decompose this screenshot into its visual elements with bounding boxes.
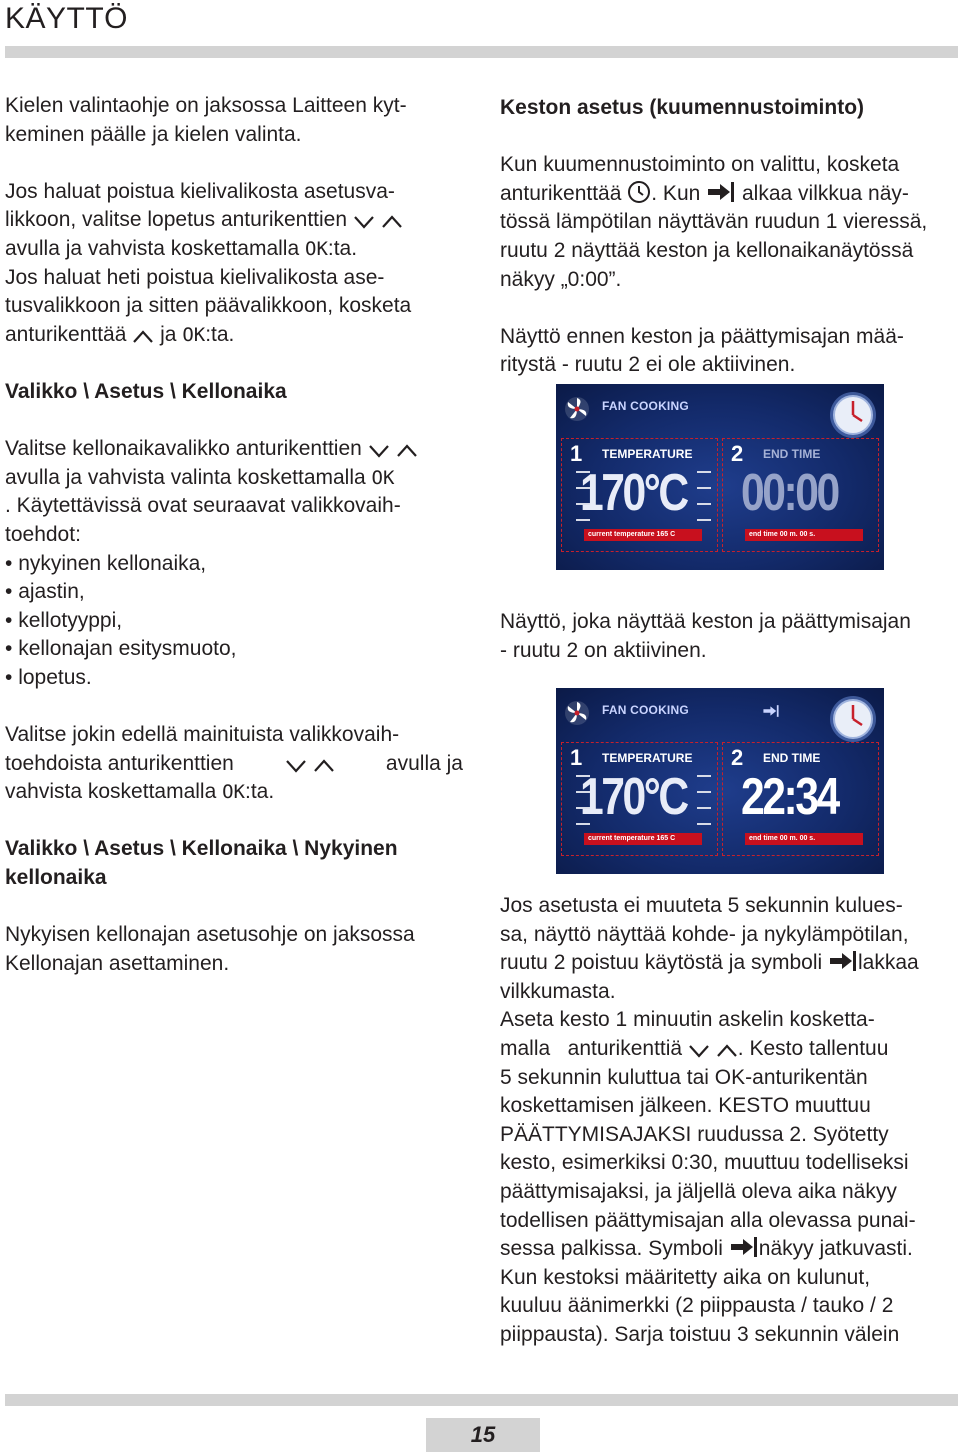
text-fragment: näkyy jatkuvasti.: [758, 1237, 913, 1261]
text-fragment: avulla ja: [385, 751, 463, 775]
text-line: [5, 464, 463, 493]
fan-icon: [564, 396, 590, 422]
text-fragment: anturikenttää: [5, 322, 127, 346]
oven-display-screen: [556, 384, 884, 570]
panel-label: END TIME: [763, 751, 821, 765]
text-line: vilkkumasta.: [500, 979, 616, 1003]
panel-number: 1: [570, 441, 583, 466]
ok-key-label: OK: [305, 237, 328, 260]
text-line: Kielen valintaohje on jaksossa Laitteen kyt-: [5, 94, 407, 117]
text-line: tössä lämpötilan näyttävän ruudun 1 vieressä,: [500, 210, 928, 234]
section-heading: [5, 835, 463, 892]
text-line: 5 sekunnin kuluttua tai OK-anturikentän: [500, 1065, 868, 1089]
chevron-up-icon: [716, 1043, 738, 1059]
text-fragment: ja: [160, 322, 177, 346]
clock-icon: [627, 180, 651, 204]
text-line: [5, 435, 463, 464]
panel-label: TEMPERATURE: [602, 447, 693, 461]
text-line: toehdot:: [5, 522, 81, 546]
paragraph-duration-details: [500, 892, 958, 1350]
chevron-up-icon: [313, 758, 335, 774]
text-line: [500, 180, 958, 209]
current-temperature-bar: current temperature 165 C: [584, 529, 702, 541]
left-column: [5, 92, 463, 978]
text-fragment: toehdoista anturikenttien: [5, 751, 234, 775]
text-line: - ruutu 2 on aktiivinen.: [500, 638, 707, 662]
paragraph-clock-menu: [5, 435, 463, 549]
chevron-down-icon: [353, 214, 375, 230]
panel-number: 2: [731, 441, 744, 466]
panel-number: 2: [731, 745, 744, 770]
text-line: [500, 1035, 958, 1064]
text-line: näkyy „0:00”.: [500, 267, 622, 291]
text-line: ruutu 2 näyttää keston ja kellonaikanäytössä: [500, 238, 914, 262]
text-line: Jos haluat heti poistua kielivalikosta ase-: [5, 265, 385, 289]
text-line: [500, 949, 958, 978]
temperature-panel: [561, 438, 718, 552]
text-fragment: malla anturikenttiä: [500, 1036, 683, 1060]
text-line: PÄÄTTYMISAJAKSI ruudussa 2. Syötetty: [500, 1122, 889, 1146]
text-line: [500, 1235, 958, 1264]
arrow-to-bar-icon: [706, 180, 736, 204]
bullet-list: [5, 550, 463, 693]
chevron-pair: [285, 750, 335, 779]
text-fragment: likkoon, valitse lopetus anturikenttien: [5, 208, 348, 232]
text-line: Kun kuumennustoiminto on valittu, kosketa: [500, 153, 900, 177]
list-item: • kellonajan esitysmuoto,: [5, 635, 463, 664]
text-fragment: avulla ja vahvista koskettamalla: [5, 236, 300, 260]
paragraph-language-info: [5, 92, 463, 149]
arrow-to-bar-icon: [761, 704, 781, 718]
text-fragment: sessa palkissa. Symboli: [500, 1237, 723, 1261]
text-line: Aseta kesto 1 minuutin askelin kosketta-: [500, 1008, 875, 1032]
page-title: KÄYTTÖ: [5, 2, 129, 35]
text-fragment: ruutu 2 poistuu käytöstä ja symboli: [500, 951, 823, 975]
ok-key-label: OK: [182, 323, 206, 346]
end-time-value: 00:00: [741, 464, 838, 522]
list-item: • lopetus.: [5, 664, 463, 693]
temperature-value: 170°C: [580, 464, 687, 522]
text-fragment: Valitse kellonaikavalikko anturikenttien: [5, 437, 362, 461]
header-rule: [5, 46, 958, 58]
section-heading: Keston asetus (kuumennustoiminto): [500, 96, 865, 119]
text-line: Nykyisen kellonajan asetusohje on jaksossa: [5, 923, 415, 947]
oven-display-screen: [556, 688, 884, 874]
text-line: Valitse jokin edellä mainituista valikkovaih-: [5, 723, 400, 747]
list-item: • kellotyyppi,: [5, 607, 463, 636]
paragraph-duration-intro: [500, 151, 958, 294]
text-line: [5, 235, 463, 264]
text-fragment: vahvista koskettamalla: [5, 780, 217, 804]
text-fragment: alkaa vilkkua näy-: [742, 181, 909, 205]
right-column: [500, 94, 958, 380]
fan-icon: [564, 700, 590, 726]
paragraph-exit-main: [5, 264, 463, 350]
page-number: 15: [426, 1418, 540, 1452]
text-line: sa, näyttö näyttää kohde- ja nykylämpötilan,: [500, 922, 909, 946]
panel-label: TEMPERATURE: [602, 751, 693, 765]
temperature-panel: [561, 742, 718, 856]
text-line: Kellonajan asettaminen.: [5, 951, 230, 975]
text-line: päättymisajaksi, ja jäljellä oleva aika näkyy: [500, 1179, 897, 1203]
chevron-down-icon: [688, 1043, 710, 1059]
text-line: Jos asetusta ei muuteta 5 sekunnin kulues-: [500, 894, 903, 917]
chevron-down-icon: [368, 443, 390, 459]
text-fragment: avulla ja vahvista valinta koskettamalla: [5, 465, 366, 489]
text-line: tusvalikkoon ja sitten päävalikkoon, kosketa: [5, 294, 412, 318]
arrow-to-bar-icon: [729, 1235, 759, 1259]
scale-ticks: [697, 775, 711, 839]
text-line: [5, 750, 463, 779]
text-fragment: :ta.: [245, 780, 275, 804]
chevron-up-icon: [132, 329, 154, 345]
arrow-to-bar-icon: [828, 949, 858, 973]
text-line: [5, 778, 463, 807]
paragraph-screen-b-caption: [500, 608, 958, 665]
end-time-panel: [722, 438, 879, 552]
paragraph-current-time: [5, 921, 463, 978]
text-fragment: . Kesto tallentuu: [737, 1036, 889, 1060]
end-time-bar: end time 00 m. 00 s.: [745, 833, 863, 845]
text-fragment: . Kun: [651, 181, 701, 205]
list-item: • nykyinen kellonaika,: [5, 550, 463, 579]
text-line: [5, 321, 463, 350]
panel-label: END TIME: [763, 447, 821, 461]
ok-key-label: OK: [371, 466, 395, 489]
list-item: • ajastin,: [5, 578, 463, 607]
end-time-panel: [722, 742, 879, 856]
cooking-mode-label: FAN COOKING: [602, 399, 689, 413]
paragraph-screen-a-caption: [500, 323, 958, 380]
clock-icon: [828, 390, 878, 440]
paragraph-exit-language: [5, 178, 463, 264]
end-time-bar: end time 00 m. 00 s.: [745, 529, 863, 541]
text-line: ritystä - ruutu 2 ei ole aktiivinen.: [500, 353, 796, 377]
chevron-up-icon: [381, 214, 403, 230]
text-fragment: :ta.: [327, 236, 358, 260]
cooking-mode-label: FAN COOKING: [602, 703, 689, 717]
text-line: . Käytettävissä ovat seuraavat valikkovaih-: [5, 494, 401, 518]
footer-rule: [5, 1394, 958, 1406]
ok-key-label: OK: [222, 781, 245, 804]
text-line: kuuluu äänimerkki (2 piippausta / tauko / 2: [500, 1294, 894, 1318]
clock-icon: [828, 694, 878, 744]
text-line: kellonaika: [5, 866, 107, 890]
temperature-value: 170°C: [580, 768, 687, 826]
end-time-value: 22:34: [741, 768, 838, 826]
paragraph-choose-option: [5, 721, 463, 807]
text-line: [5, 206, 463, 235]
text-line: Jos haluat poistua kielivalikosta asetusva-: [5, 179, 395, 203]
panel-number: 1: [570, 745, 583, 770]
chevron-down-icon: [285, 758, 307, 774]
text-line: piippausta). Sarja toistuu 3 sekunnin välein: [500, 1322, 900, 1346]
text-line: todellisen päättymisajan alla olevassa punai-: [500, 1208, 916, 1232]
current-temperature-bar: current temperature 165 C: [584, 833, 702, 845]
text-fragment: :ta.: [205, 322, 235, 346]
text-line: koskettamisen jälkeen. KESTO muuttuu: [500, 1094, 871, 1118]
scale-ticks: [697, 471, 711, 535]
text-fragment: lakkaa: [858, 951, 919, 975]
text-line: kesto, esimerkiksi 0:30, muuttuu todelliseksi: [500, 1151, 909, 1175]
text-line: Näyttö, joka näyttää keston ja päättymisajan: [500, 610, 911, 633]
text-line: Kun kestoksi määritetty aika on kulunut,: [500, 1265, 871, 1289]
text-line: keminen päälle ja kielen valinta.: [5, 122, 302, 146]
section-heading: Valikko \ Asetus \ Kellonaika: [5, 379, 287, 403]
chevron-up-icon: [396, 443, 418, 459]
text-line: Näyttö ennen keston ja päättymisajan mää-: [500, 324, 904, 348]
text-fragment: anturikenttää: [500, 181, 622, 205]
text-line: Valikko \ Asetus \ Kellonaika \ Nykyinen: [5, 837, 398, 861]
